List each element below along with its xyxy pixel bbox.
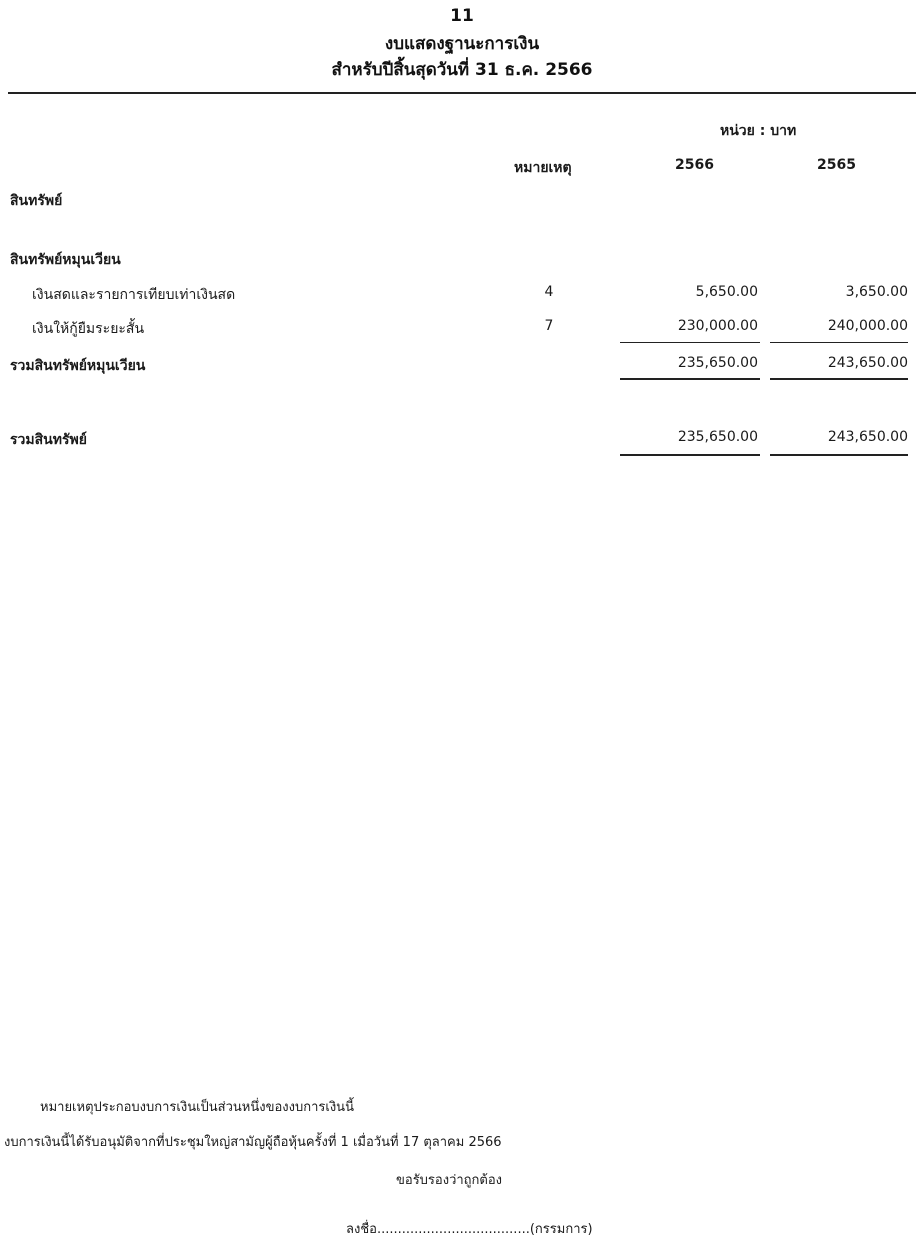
item-note: 7 <box>544 318 554 334</box>
page-number: 11 <box>450 6 474 26</box>
subtotal-underline-2566 <box>620 378 760 380</box>
total-underline-2566 <box>620 454 760 456</box>
total-current-assets-2565: 243,650.00 <box>827 355 908 371</box>
unit-label: หน่วย : บาท <box>720 123 797 139</box>
header-rule <box>8 92 916 94</box>
item-label: เงินให้กู้ยืมระยะสั้น <box>32 321 145 337</box>
total-assets-2565: 243,650.00 <box>827 429 908 445</box>
subtotal-underline-2565 <box>770 378 908 380</box>
column-header-note: หมายเหตุ <box>514 160 572 176</box>
section-assets: สินทรัพย์ <box>10 193 63 209</box>
item-amount-2565: 240,000.00 <box>827 318 908 334</box>
total-current-assets-label: รวมสินทรัพย์หมุนเวียน <box>10 358 146 374</box>
approval-statement: งบการเงินนี้ได้รับอนุมัติจากที่ประชุมใหญ่สามัญผู้ถือหุ้นครั้งที่ 1 เมื่อวันที่ 17 ตุลาคม 2566 <box>4 1135 502 1150</box>
item-label: เงินสดและรายการเทียบเท่าเงินสด <box>32 287 236 303</box>
total-assets-2566: 235,650.00 <box>677 429 758 445</box>
notes-statement: หมายเหตุประกอบงบการเงินเป็นส่วนหนึ่งของงบการเงินนี้ <box>40 1100 354 1115</box>
total-assets-label: รวมสินทรัพย์ <box>10 432 87 448</box>
certification-text: ขอรับรองว่าถูกต้อง <box>396 1173 503 1188</box>
item-amount-2566: 230,000.00 <box>677 318 758 334</box>
item-amount-2566: 5,650.00 <box>695 284 758 300</box>
total-current-assets-2566: 235,650.00 <box>677 355 758 371</box>
subtotal-rule-2566 <box>620 342 760 343</box>
item-note: 4 <box>544 284 554 300</box>
subtotal-rule-2565 <box>770 342 908 343</box>
document-subtitle: สำหรับปีสิ้นสุดวันที่ 31 ธ.ค. 2566 <box>331 60 593 80</box>
section-current-assets: สินทรัพย์หมุนเวียน <box>10 252 121 268</box>
item-amount-2565: 3,650.00 <box>845 284 908 300</box>
column-header-2565: 2565 <box>817 157 856 173</box>
column-header-2566: 2566 <box>675 157 714 173</box>
total-underline-2565 <box>770 454 908 456</box>
signature-line: ลงชื่อ.....................................(กรรมการ) <box>346 1222 593 1237</box>
document-title: งบแสดงฐานะการเงิน <box>384 34 540 54</box>
